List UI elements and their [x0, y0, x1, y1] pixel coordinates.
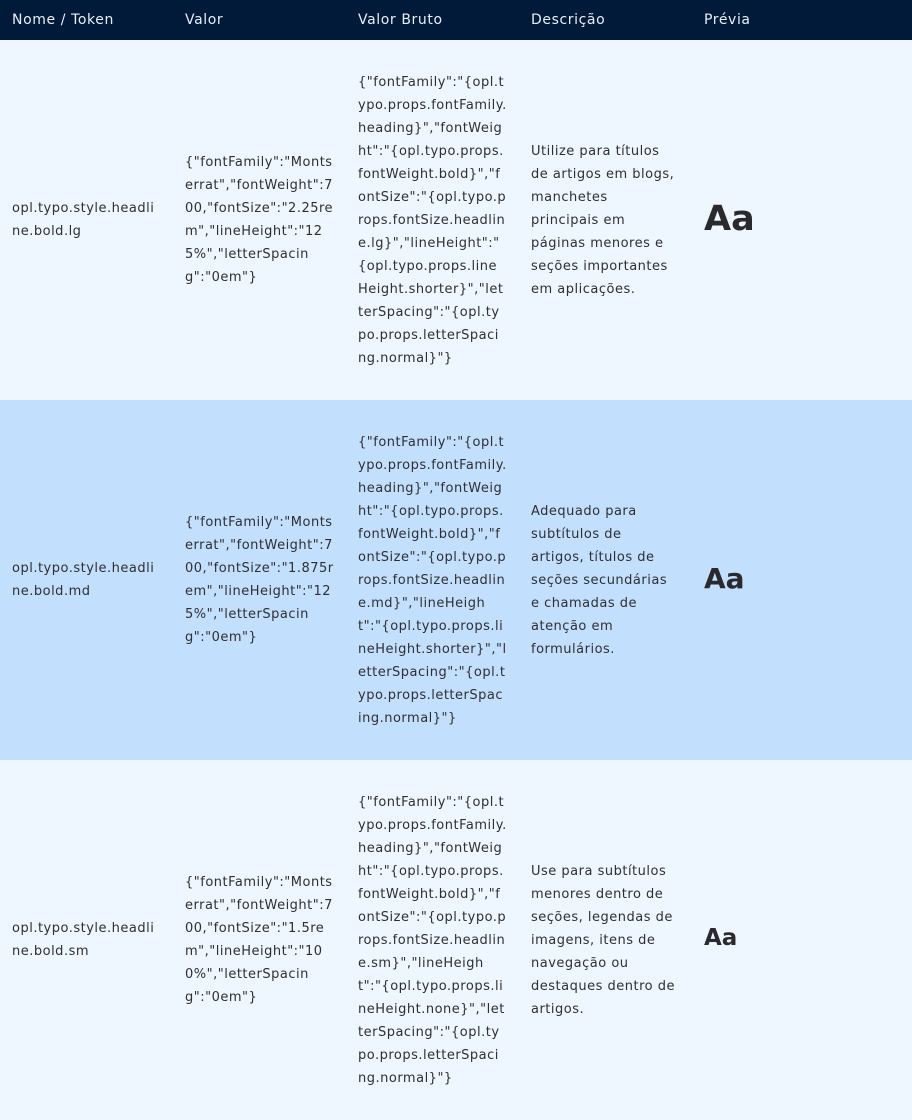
header-name: Nome / Token — [12, 12, 114, 28]
token-preview-cell — [692, 760, 912, 1120]
token-name: opl.typo.style.headline.bold.lg — [12, 201, 155, 239]
token-preview-cell — [692, 40, 912, 400]
token-preview: Aa — [704, 199, 755, 239]
token-raw-value: {"fontFamily":"{opl.typo.props.fontFamily.heading}","fontWeight":"{opl.typo.props.fontWeight.bold}","fontSize":"{opl.typo.props.fontSize.headline.lg}","lineHeight":"{opl.typo.props.lineHeight.shorter}","letterSpacing":"{opl.typo.props.letterSpacing.normal}"} — [358, 74, 507, 366]
header-raw-value: Valor Bruto — [358, 12, 443, 28]
token-raw-value: {"fontFamily":"{opl.typo.props.fontFamily.heading}","fontWeight":"{opl.typo.props.fontWeight.bold}","fontSize":"{opl.typo.props.fontSize.headline.md}","lineHeight":"{opl.typo.props.lineHeight.shorter}","letterSpacing":"{opl.typo.props.letterSpacing.normal}"} — [358, 434, 507, 726]
token-preview: Aa — [704, 925, 738, 951]
token-value: {"fontFamily":"Montserrat","fontWeight":700,"fontSize":"2.25rem","lineHeight":"125%","letterSpacing":"0em"} — [185, 155, 334, 285]
table-row[interactable] — [0, 40, 912, 400]
token-name: opl.typo.style.headline.bold.sm — [12, 921, 155, 959]
header-description: Descrição — [531, 12, 606, 28]
token-description: Utilize para títulos de artigos em blogs, manchetes principais em páginas menores e seções importantes em aplicações. — [531, 143, 675, 297]
table-row[interactable] — [0, 760, 912, 1120]
token-value: {"fontFamily":"Montserrat","fontWeight":700,"fontSize":"1.875rem","lineHeight":"125%","letterSpacing":"0em"} — [185, 515, 334, 645]
token-description: Adequado para subtítulos de artigos, títulos de seções secundárias e chamadas de atenção em formulários. — [531, 503, 668, 657]
token-preview-cell — [692, 400, 912, 760]
token-name: opl.typo.style.headline.bold.md — [12, 561, 155, 599]
table-row[interactable] — [0, 400, 912, 760]
token-raw-value: {"fontFamily":"{opl.typo.props.fontFamily.heading}","fontWeight":"{opl.typo.props.fontWeight.bold}","fontSize":"{opl.typo.props.fontSize.headline.sm}","lineHeight":"{opl.typo.props.lineHeight.none}","letterSpacing":"{opl.typo.props.letterSpacing.normal}"} — [358, 794, 507, 1086]
header-value: Valor — [185, 12, 224, 28]
header-preview: Prévia — [704, 12, 751, 28]
table-header-row — [0, 0, 912, 40]
token-description: Use para subtítulos menores dentro de seções, legendas de imagens, itens de navegação ou destaques dentro de artigos. — [531, 863, 675, 1017]
token-preview: Aa — [704, 561, 745, 595]
token-value: {"fontFamily":"Montserrat","fontWeight":700,"fontSize":"1.5rem","lineHeight":"100%","letterSpacing":"0em"} — [185, 875, 333, 1005]
